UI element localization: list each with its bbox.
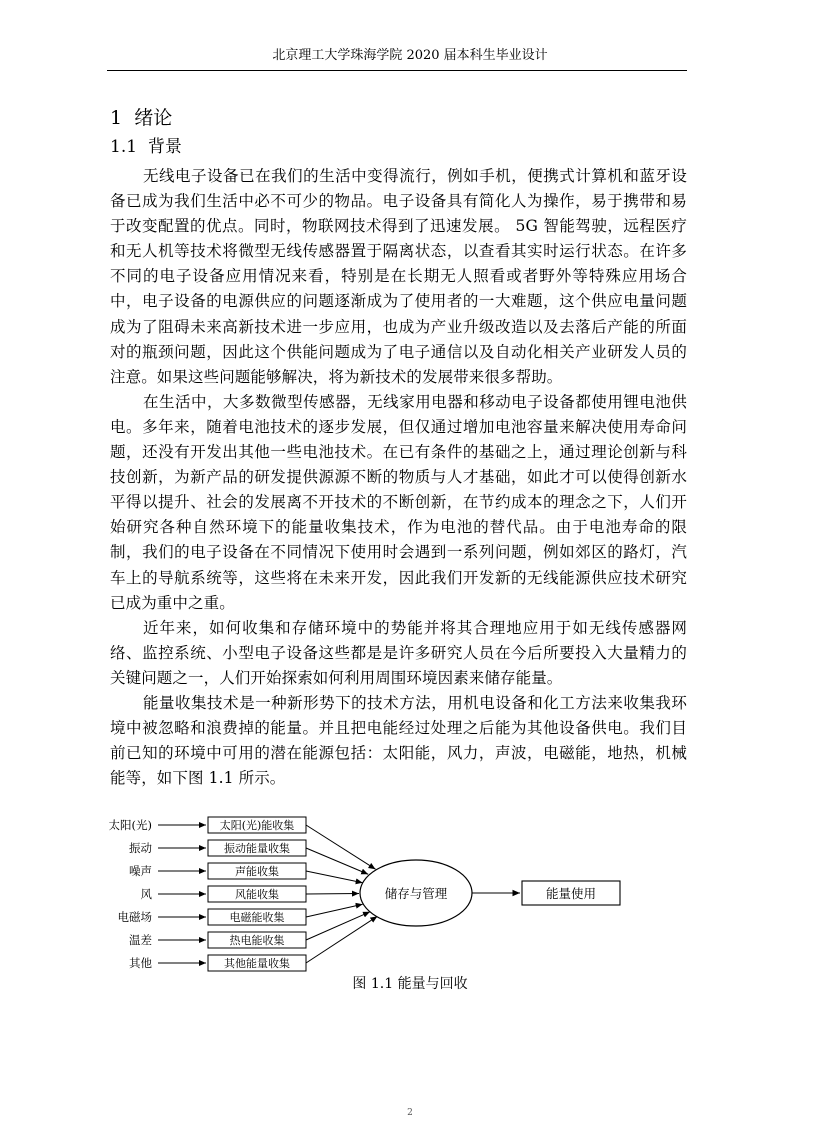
source-label: 太阳(光) bbox=[108, 818, 152, 832]
harvester-label: 风能收集 bbox=[235, 888, 279, 901]
harvester-to-storage-arrow bbox=[306, 894, 359, 895]
harvester-label: 太阳(光)能收集 bbox=[219, 819, 295, 832]
storage-label: 储存与管理 bbox=[384, 886, 448, 901]
section-title: 背景 bbox=[147, 137, 182, 157]
usage-label: 能量使用 bbox=[545, 886, 597, 901]
harvester-label: 其他能量收集 bbox=[224, 957, 290, 970]
harvester-label: 电磁能收集 bbox=[229, 911, 285, 924]
figure-caption: 图 1.1 能量与回收 bbox=[352, 976, 468, 992]
page-header: 北京理工大学珠海学院 2020 届本科生毕业设计 bbox=[272, 48, 548, 63]
chapter-title: 绪论 bbox=[134, 107, 173, 129]
source-label: 振动 bbox=[129, 841, 152, 855]
main-content bbox=[110, 104, 687, 791]
source-label: 其他 bbox=[129, 956, 152, 970]
section-number: 1.1 bbox=[110, 137, 138, 157]
harvester-to-storage-arrow bbox=[306, 871, 363, 883]
harvester-to-storage-arrow bbox=[306, 912, 370, 940]
chapter-heading bbox=[110, 104, 687, 134]
header-divider bbox=[107, 70, 687, 71]
energy-harvesting-diagram bbox=[96, 815, 636, 975]
paragraph: 能量收集技术是一种新形势下的技术方法，用机电设备和化工方法来收集我环境中被忽略和浪费掉的能量。并且把电能经过处理之后能为其他设备供电。我们目前已知的环境中可用的潜在能源包括：太阳能，风力，声波，电磁能，地热，机械能等，如下图 1.1 所示。 bbox=[110, 693, 687, 788]
paragraph: 无线电子设备已在我们的生活中变得流行，例如手机，便携式计算机和蓝牙设备已成为我们生活中必不可少的物品。电子设备具有简化人为操作，易于携带和易于改变配置的优点。同时，物联网技术得到了迅速发展。 5G 智能驾驶，远程医疗和无人机等技术将微型无线传感器置于隔离状态，以查看其实时运行状态。在许多不同的电子设备应用情况来看，特别是在长期无人照看或者野外等特殊应用场合中，电子设备的电源供应的问题逐渐成为了使用者的一大难题，这个供应电量问题成为了阻碍未来高新技术进一步应用，也成为产业升级改造以及去落后产能的所面对的瓶颈问题，因此这个供能问题成为了电子通信以及自动化相关产业研发人员的注意。如果这些问题能够解决，将为新技术的发展带来很多帮助。 bbox=[110, 167, 687, 386]
source-label: 噪声 bbox=[129, 864, 152, 878]
chapter-number: 1 bbox=[110, 107, 123, 129]
paragraph: 近年来，如何收集和存储环境中的势能并将其合理地应用于如无线传感器网络、监控系统、小型电子设备这些都是是许多研究人员在今后所要投入大量精力的关键问题之一，人们开始探索如何利用周围环境因素来储存能量。 bbox=[110, 618, 687, 687]
harvester-to-storage-arrow bbox=[306, 904, 363, 917]
harvester-label: 热电能收集 bbox=[229, 934, 285, 947]
source-label: 风 bbox=[140, 887, 152, 901]
harvester-label: 声能收集 bbox=[235, 865, 279, 878]
source-label: 电磁场 bbox=[117, 910, 152, 924]
paragraph: 在生活中，大多数微型传感器，无线家用电器和移动电子设备都使用锂电池供电。多年来，随着电池技术的逐步发展，但仅通过增加电池容量来解决使用寿命问题，还没有开发出其他一些电池技术。在已有条件的基础之上，通过理论创新与科技创新，为新产品的研发提供源源不断的物质与人才基础，如此才可以使得创新水平得以提升、社会的发展离不开技术的不断创新，在节约成本的理念之下，人们开始研究各种自然环境下的能量收集技术，作为电池的替代品。由于电池寿命的限制，我们的电子设备在不同情况下使用时会遇到一系列问题，例如郊区的路灯，汽车上的导航系统等，这些将在未来开发，因此我们开发新的无线能源供应技术研究已成为重中之重。 bbox=[110, 392, 687, 612]
section-heading bbox=[110, 134, 687, 162]
harvester-to-storage-arrow bbox=[306, 848, 368, 874]
harvester-label: 振动能量收集 bbox=[224, 842, 290, 855]
page-number: 2 bbox=[407, 1108, 413, 1118]
source-label: 温差 bbox=[129, 933, 152, 947]
harvester-to-storage-arrow bbox=[306, 916, 377, 963]
